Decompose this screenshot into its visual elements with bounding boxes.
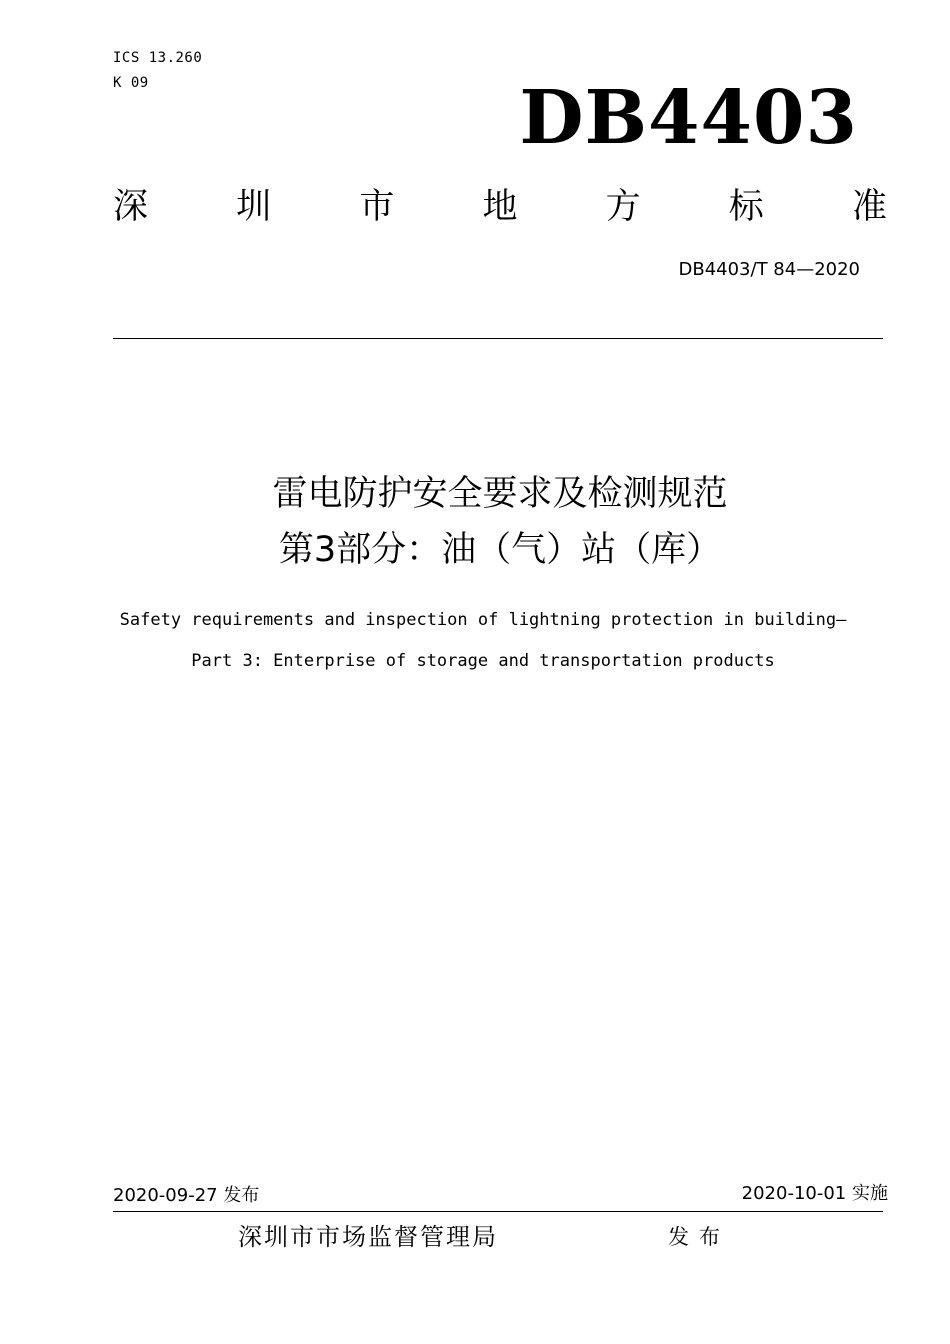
standard-type-char: 方 <box>605 187 641 227</box>
implementation-date: 2020-10-01 实施 <box>741 1183 888 1204</box>
issuer-action: 发布 <box>668 1225 730 1249</box>
chinese-title-line-1: 雷电防护安全要求及检测规范 <box>272 474 728 514</box>
standard-type-char: 深 <box>113 187 149 227</box>
issue-date: 2020-09-27 发布 <box>113 1185 260 1206</box>
bottom-divider <box>113 1211 883 1212</box>
standard-type-char: 准 <box>851 187 887 227</box>
top-divider <box>113 338 883 339</box>
standard-type-heading <box>113 185 887 229</box>
english-title-line-1: Safety requirements and inspection of lightning protection in building— <box>119 610 847 630</box>
standard-number: DB4403/T 84—2020 <box>678 259 860 280</box>
classification-code: K 09 <box>113 75 149 91</box>
issuing-authority: 深圳市市场监督管理局 <box>238 1223 498 1251</box>
ics-code: ICS 13.260 <box>113 50 203 66</box>
standard-type-char: 市 <box>359 187 395 227</box>
db-code-heading: DB4403 <box>519 75 858 161</box>
chinese-title-line-2: 第3部分：油（气）站（库） <box>278 530 722 570</box>
english-title-line-2: Part 3: Enterprise of storage and transportation products <box>191 651 775 671</box>
standard-type-char: 圳 <box>236 187 272 227</box>
standard-type-char: 标 <box>728 187 764 227</box>
standard-type-char: 地 <box>482 187 518 227</box>
